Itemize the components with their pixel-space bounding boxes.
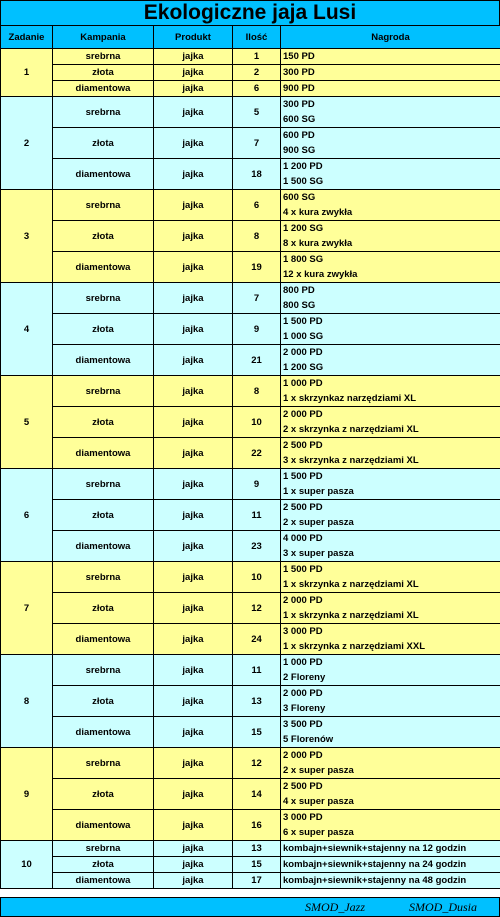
reward-cell <box>281 469 500 500</box>
campaign-cell: złota <box>53 593 154 624</box>
quantity-cell: 8 <box>233 221 281 252</box>
product-cell: jajka <box>154 857 233 873</box>
campaign-cell: srebrna <box>53 283 154 314</box>
task-number: 1 <box>1 49 53 97</box>
table-row <box>1 159 500 190</box>
campaign-cell: srebrna <box>53 376 154 407</box>
reward-line: 3 x super pasza <box>283 548 354 559</box>
campaign-cell: złota <box>53 779 154 810</box>
reward-line: 8 x kura zwykła <box>283 238 353 249</box>
campaign-cell: srebrna <box>53 469 154 500</box>
table-row <box>1 221 500 252</box>
reward-line: 150 PD <box>283 51 315 62</box>
header-nagroda: Nagroda <box>281 26 500 49</box>
header-ilosc: Ilość <box>233 26 281 49</box>
campaign-cell: złota <box>53 686 154 717</box>
reward-cell <box>281 376 500 407</box>
table-row <box>1 81 500 97</box>
campaign-cell: diamentowa <box>53 624 154 655</box>
reward-line: 800 SG <box>283 300 316 311</box>
reward-line: 1 000 PD <box>283 378 323 389</box>
table-row <box>1 407 500 438</box>
reward-cell <box>281 779 500 810</box>
footer <box>0 897 500 917</box>
reward-cell <box>281 717 500 748</box>
product-cell: jajka <box>154 49 233 65</box>
campaign-cell: diamentowa <box>53 159 154 190</box>
reward-line: 5 Florenów <box>283 734 334 745</box>
product-cell: jajka <box>154 717 233 748</box>
table-row <box>1 624 500 655</box>
table-row <box>1 873 500 889</box>
reward-cell <box>281 531 500 562</box>
table-row <box>1 97 500 128</box>
reward-line: 1 000 SG <box>283 331 324 342</box>
reward-cell <box>281 283 500 314</box>
campaign-cell: złota <box>53 407 154 438</box>
reward-line: 900 SG <box>283 145 316 156</box>
reward-line: 1 x skrzynka z narzędziami XXL <box>283 641 426 652</box>
reward-line: 1 000 PD <box>283 657 323 668</box>
quantity-cell: 12 <box>233 748 281 779</box>
reward-cell <box>281 252 500 283</box>
reward-cell <box>281 624 500 655</box>
quantity-cell: 6 <box>233 81 281 97</box>
quantity-cell: 5 <box>233 97 281 128</box>
header-zadanie: Zadanie <box>1 26 53 49</box>
campaign-cell: srebrna <box>53 748 154 779</box>
quantity-cell: 10 <box>233 407 281 438</box>
table-row <box>1 128 500 159</box>
reward-cell <box>281 221 500 252</box>
table-row <box>1 841 500 857</box>
campaign-cell: złota <box>53 857 154 873</box>
table-row <box>1 686 500 717</box>
reward-line: 3 x skrzynka z narzędziami XL <box>283 455 419 466</box>
quantity-cell: 23 <box>233 531 281 562</box>
reward-line: 600 SG <box>283 192 316 203</box>
campaign-cell: złota <box>53 221 154 252</box>
product-cell: jajka <box>154 624 233 655</box>
product-cell: jajka <box>154 159 233 190</box>
product-cell: jajka <box>154 190 233 221</box>
page-title: Ekologiczne jaja Lusi <box>0 0 500 26</box>
product-cell: jajka <box>154 376 233 407</box>
quantity-cell: 10 <box>233 562 281 593</box>
quantity-cell: 14 <box>233 779 281 810</box>
quantity-cell: 13 <box>233 841 281 857</box>
product-cell: jajka <box>154 562 233 593</box>
product-cell: jajka <box>154 221 233 252</box>
reward-line: kombajn+siewnik+stajenny na 12 godzin <box>283 843 467 854</box>
reward-line: 4 x super pasza <box>283 796 354 807</box>
table-row <box>1 531 500 562</box>
product-cell: jajka <box>154 283 233 314</box>
reward-cell <box>281 314 500 345</box>
product-cell: jajka <box>154 810 233 841</box>
reward-line: 6 x super pasza <box>283 827 354 838</box>
quantity-cell: 9 <box>233 469 281 500</box>
reward-line: 2 Floreny <box>283 672 326 683</box>
reward-cell <box>281 593 500 624</box>
table-row <box>1 469 500 500</box>
reward-line: 1 x skrzynkaz narzędziami XL <box>283 393 417 404</box>
task-number: 4 <box>1 283 53 376</box>
product-cell: jajka <box>154 128 233 159</box>
reward-cell <box>281 438 500 469</box>
reward-cell <box>281 748 500 779</box>
product-cell: jajka <box>154 345 233 376</box>
table-row <box>1 655 500 686</box>
reward-line: 1 500 PD <box>283 471 323 482</box>
reward-line: 1 500 PD <box>283 316 323 327</box>
reward-line: 2 000 PD <box>283 347 323 358</box>
reward-cell <box>281 345 500 376</box>
task-number: 2 <box>1 97 53 190</box>
table-body <box>1 49 500 889</box>
reward-line: 2 x super pasza <box>283 517 354 528</box>
reward-line: 1 200 SG <box>283 362 324 373</box>
header-row <box>1 26 500 49</box>
task-number: 9 <box>1 748 53 841</box>
reward-cell <box>281 97 500 128</box>
campaign-cell: diamentowa <box>53 810 154 841</box>
product-cell: jajka <box>154 500 233 531</box>
reward-line: 800 PD <box>283 285 315 296</box>
table-row <box>1 562 500 593</box>
table-row <box>1 593 500 624</box>
quantity-cell: 11 <box>233 655 281 686</box>
reward-cell <box>281 857 500 873</box>
campaign-cell: srebrna <box>53 841 154 857</box>
table-row <box>1 810 500 841</box>
product-cell: jajka <box>154 252 233 283</box>
table-row <box>1 857 500 873</box>
reward-line: 3 000 PD <box>283 626 323 637</box>
reward-line: 4 x kura zwykła <box>283 207 353 218</box>
table-row <box>1 779 500 810</box>
reward-line: 1 x skrzynka z narzędziami XL <box>283 610 419 621</box>
quantity-cell: 1 <box>233 49 281 65</box>
product-cell: jajka <box>154 531 233 562</box>
reward-cell <box>281 65 500 81</box>
reward-line: 12 x kura zwykła <box>283 269 358 280</box>
campaign-cell: złota <box>53 314 154 345</box>
product-cell: jajka <box>154 314 233 345</box>
product-cell: jajka <box>154 748 233 779</box>
table-row <box>1 65 500 81</box>
footer-author-right: SMOD_Dusia <box>409 900 477 914</box>
task-number: 8 <box>1 655 53 748</box>
reward-line: 3 000 PD <box>283 812 323 823</box>
campaign-cell: diamentowa <box>53 873 154 889</box>
reward-cell <box>281 49 500 65</box>
reward-line: 1 x skrzynka z narzędziami XL <box>283 579 419 590</box>
rewards-table <box>0 25 500 889</box>
quantity-cell: 15 <box>233 857 281 873</box>
product-cell: jajka <box>154 407 233 438</box>
reward-line: 600 SG <box>283 114 316 125</box>
table-row <box>1 500 500 531</box>
quantity-cell: 12 <box>233 593 281 624</box>
campaign-cell: diamentowa <box>53 345 154 376</box>
quantity-cell: 17 <box>233 873 281 889</box>
table-row <box>1 717 500 748</box>
task-number: 6 <box>1 469 53 562</box>
reward-line: 2 500 PD <box>283 781 323 792</box>
campaign-cell: diamentowa <box>53 531 154 562</box>
campaign-cell: srebrna <box>53 49 154 65</box>
quantity-cell: 15 <box>233 717 281 748</box>
reward-line: 600 PD <box>283 130 315 141</box>
header-produkt: Produkt <box>154 26 233 49</box>
quantity-cell: 7 <box>233 128 281 159</box>
quantity-cell: 24 <box>233 624 281 655</box>
quantity-cell: 9 <box>233 314 281 345</box>
reward-cell <box>281 873 500 889</box>
product-cell: jajka <box>154 97 233 128</box>
task-number: 7 <box>1 562 53 655</box>
table-row <box>1 190 500 221</box>
product-cell: jajka <box>154 655 233 686</box>
table-row <box>1 438 500 469</box>
table-row <box>1 748 500 779</box>
table-row <box>1 283 500 314</box>
quantity-cell: 8 <box>233 376 281 407</box>
reward-cell <box>281 81 500 97</box>
reward-cell <box>281 686 500 717</box>
task-number: 10 <box>1 841 53 889</box>
table-row <box>1 314 500 345</box>
quantity-cell: 7 <box>233 283 281 314</box>
reward-line: 1 x super pasza <box>283 486 354 497</box>
campaign-cell: diamentowa <box>53 252 154 283</box>
product-cell: jajka <box>154 81 233 97</box>
task-number: 3 <box>1 190 53 283</box>
reward-line: 3 Floreny <box>283 703 326 714</box>
table-row <box>1 252 500 283</box>
reward-line: 1 500 SG <box>283 176 324 187</box>
reward-line: 2 000 PD <box>283 750 323 761</box>
reward-line: 1 200 SG <box>283 223 324 234</box>
reward-line: 4 000 PD <box>283 533 323 544</box>
reward-line: kombajn+siewnik+stajenny na 48 godzin <box>283 875 467 886</box>
table-row <box>1 345 500 376</box>
reward-line: 1 800 SG <box>283 254 324 265</box>
campaign-cell: złota <box>53 65 154 81</box>
quantity-cell: 11 <box>233 500 281 531</box>
reward-line: 300 PD <box>283 67 315 78</box>
reward-cell <box>281 500 500 531</box>
reward-line: 2 500 PD <box>283 440 323 451</box>
campaign-cell: srebrna <box>53 190 154 221</box>
reward-cell <box>281 407 500 438</box>
reward-cell <box>281 562 500 593</box>
reward-line: 1 200 PD <box>283 161 323 172</box>
product-cell: jajka <box>154 779 233 810</box>
campaign-cell: diamentowa <box>53 438 154 469</box>
quantity-cell: 6 <box>233 190 281 221</box>
product-cell: jajka <box>154 873 233 889</box>
reward-line: 2 x skrzynka z narzędziami XL <box>283 424 419 435</box>
reward-line: 1 500 PD <box>283 564 323 575</box>
product-cell: jajka <box>154 438 233 469</box>
reward-line: 2 000 PD <box>283 409 323 420</box>
campaign-cell: diamentowa <box>53 717 154 748</box>
product-cell: jajka <box>154 841 233 857</box>
campaign-cell: diamentowa <box>53 81 154 97</box>
reward-cell <box>281 810 500 841</box>
campaign-cell: złota <box>53 128 154 159</box>
quantity-cell: 13 <box>233 686 281 717</box>
reward-cell <box>281 159 500 190</box>
reward-cell <box>281 841 500 857</box>
reward-line: 3 500 PD <box>283 719 323 730</box>
campaign-cell: srebrna <box>53 562 154 593</box>
reward-line: 2 x super pasza <box>283 765 354 776</box>
reward-line: 300 PD <box>283 99 315 110</box>
product-cell: jajka <box>154 686 233 717</box>
footer-author-left: SMOD_Jazz <box>305 900 365 914</box>
reward-cell <box>281 655 500 686</box>
quantity-cell: 16 <box>233 810 281 841</box>
quantity-cell: 21 <box>233 345 281 376</box>
product-cell: jajka <box>154 469 233 500</box>
reward-line: 2 500 PD <box>283 502 323 513</box>
reward-cell <box>281 128 500 159</box>
product-cell: jajka <box>154 593 233 624</box>
reward-line: 900 PD <box>283 83 315 94</box>
reward-line: 2 000 PD <box>283 595 323 606</box>
quantity-cell: 22 <box>233 438 281 469</box>
quantity-cell: 18 <box>233 159 281 190</box>
table-row <box>1 49 500 65</box>
header-kampania: Kampania <box>53 26 154 49</box>
quantity-cell: 19 <box>233 252 281 283</box>
reward-cell <box>281 190 500 221</box>
campaign-cell: złota <box>53 500 154 531</box>
quantity-cell: 2 <box>233 65 281 81</box>
reward-line: kombajn+siewnik+stajenny na 24 godzin <box>283 859 467 870</box>
product-cell: jajka <box>154 65 233 81</box>
campaign-cell: srebrna <box>53 97 154 128</box>
campaign-cell: srebrna <box>53 655 154 686</box>
task-number: 5 <box>1 376 53 469</box>
table-row <box>1 376 500 407</box>
reward-line: 2 000 PD <box>283 688 323 699</box>
